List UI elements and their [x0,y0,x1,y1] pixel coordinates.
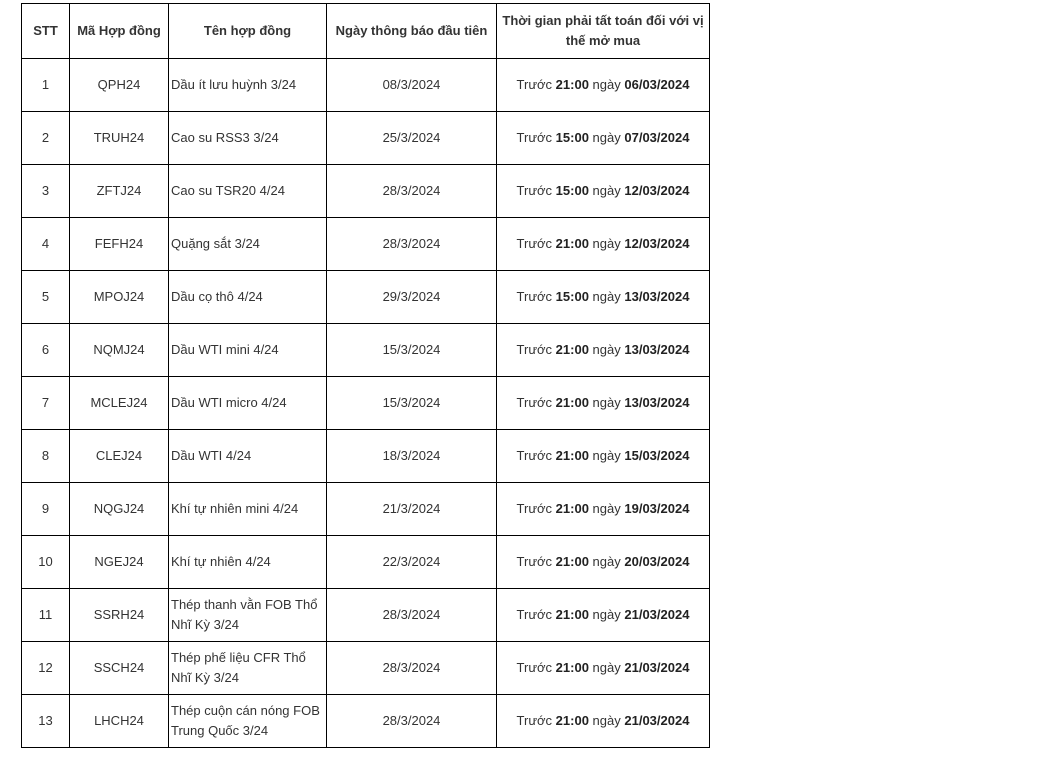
cell-contract-code: CLEJ24 [70,430,169,483]
table-row [22,695,710,748]
cell-contract-name: Quặng sắt 3/24 [169,218,327,271]
cell-contract-code: SSCH24 [70,642,169,695]
deadline-date: 13/03/2024 [624,289,690,304]
deadline-day-word: ngày [592,236,621,251]
deadline-day-word: ngày [592,77,621,92]
deadline-date: 13/03/2024 [624,395,690,410]
table-row [22,589,710,642]
table-row [22,324,710,377]
table-row [22,536,710,589]
cell-stt: 9 [22,483,70,536]
cell-contract-name: Khí tự nhiên 4/24 [169,536,327,589]
cell-first-notice-date: 08/3/2024 [327,59,497,112]
deadline-day-word: ngày [592,554,621,569]
cell-contract-name: Dầu cọ thô 4/24 [169,271,327,324]
deadline-time: 21:00 [555,77,589,92]
cell-contract-code: MPOJ24 [70,271,169,324]
header-first-notice-date: Ngày thông báo đầu tiên [327,4,497,59]
deadline-date: 06/03/2024 [624,77,690,92]
cell-settlement-deadline [497,218,710,271]
cell-contract-code: NQMJ24 [70,324,169,377]
cell-contract-code: MCLEJ24 [70,377,169,430]
deadline-day-word: ngày [592,713,621,728]
cell-settlement-deadline [497,483,710,536]
deadline-time: 21:00 [555,395,589,410]
deadline-prefix: Trước [516,289,553,304]
cell-stt: 13 [22,695,70,748]
header-settlement-deadline: Thời gian phải tất toán đối với vị thế mở mua [497,4,710,59]
cell-first-notice-date: 15/3/2024 [327,324,497,377]
cell-contract-name: Cao su TSR20 4/24 [169,165,327,218]
cell-stt: 6 [22,324,70,377]
cell-stt: 11 [22,589,70,642]
cell-contract-code: LHCH24 [70,695,169,748]
header-stt: STT [22,4,70,59]
deadline-prefix: Trước [516,130,553,145]
deadline-date: 19/03/2024 [624,501,690,516]
deadline-time: 21:00 [555,501,589,516]
deadline-time: 15:00 [555,130,589,145]
deadline-date: 12/03/2024 [624,236,690,251]
cell-stt: 3 [22,165,70,218]
cell-stt: 2 [22,112,70,165]
deadline-date: 15/03/2024 [624,448,690,463]
cell-stt: 8 [22,430,70,483]
deadline-day-word: ngày [592,501,621,516]
deadline-date: 20/03/2024 [624,554,690,569]
cell-settlement-deadline [497,377,710,430]
contracts-table [21,3,710,748]
deadline-prefix: Trước [516,236,553,251]
cell-contract-name: Dầu WTI 4/24 [169,430,327,483]
deadline-day-word: ngày [592,395,621,410]
cell-settlement-deadline [497,59,710,112]
deadline-day-word: ngày [592,448,621,463]
deadline-prefix: Trước [516,183,553,198]
cell-stt: 10 [22,536,70,589]
deadline-prefix: Trước [516,501,553,516]
deadline-prefix: Trước [516,607,553,622]
cell-first-notice-date: 28/3/2024 [327,165,497,218]
table-row [22,271,710,324]
deadline-date: 21/03/2024 [624,713,690,728]
deadline-time: 15:00 [555,289,589,304]
cell-contract-name: Thép thanh vằn FOB Thổ Nhĩ Kỳ 3/24 [169,589,327,642]
cell-settlement-deadline [497,165,710,218]
cell-contract-code: ZFTJ24 [70,165,169,218]
cell-contract-code: FEFH24 [70,218,169,271]
cell-contract-name: Dầu WTI micro 4/24 [169,377,327,430]
deadline-date: 07/03/2024 [624,130,690,145]
cell-stt: 1 [22,59,70,112]
deadline-date: 21/03/2024 [624,660,690,675]
cell-settlement-deadline [497,695,710,748]
deadline-prefix: Trước [516,77,553,92]
cell-contract-code: QPH24 [70,59,169,112]
table-row [22,377,710,430]
cell-first-notice-date: 29/3/2024 [327,271,497,324]
deadline-time: 21:00 [555,448,589,463]
cell-contract-name: Dầu WTI mini 4/24 [169,324,327,377]
deadline-time: 21:00 [555,713,589,728]
table-row [22,112,710,165]
cell-contract-name: Dầu ít lưu huỳnh 3/24 [169,59,327,112]
deadline-time: 21:00 [555,342,589,357]
deadline-time: 21:00 [555,660,589,675]
table-row [22,642,710,695]
cell-contract-name: Cao su RSS3 3/24 [169,112,327,165]
cell-first-notice-date: 28/3/2024 [327,589,497,642]
cell-settlement-deadline [497,324,710,377]
cell-contract-name: Thép phế liệu CFR Thổ Nhĩ Kỳ 3/24 [169,642,327,695]
cell-contract-name: Khí tự nhiên mini 4/24 [169,483,327,536]
deadline-prefix: Trước [516,660,553,675]
cell-contract-code: TRUH24 [70,112,169,165]
cell-first-notice-date: 15/3/2024 [327,377,497,430]
table-row [22,165,710,218]
deadline-day-word: ngày [592,183,621,198]
header-contract-code: Mã Hợp đồng [70,4,169,59]
cell-contract-code: NGEJ24 [70,536,169,589]
deadline-prefix: Trước [516,554,553,569]
cell-contract-code: NQGJ24 [70,483,169,536]
deadline-time: 21:00 [555,236,589,251]
cell-first-notice-date: 22/3/2024 [327,536,497,589]
cell-settlement-deadline [497,112,710,165]
cell-stt: 4 [22,218,70,271]
deadline-date: 13/03/2024 [624,342,690,357]
deadline-day-word: ngày [592,342,621,357]
cell-first-notice-date: 25/3/2024 [327,112,497,165]
cell-settlement-deadline [497,430,710,483]
cell-settlement-deadline [497,642,710,695]
cell-first-notice-date: 28/3/2024 [327,642,497,695]
deadline-day-word: ngày [592,607,621,622]
cell-stt: 12 [22,642,70,695]
cell-first-notice-date: 18/3/2024 [327,430,497,483]
table-row [22,218,710,271]
deadline-date: 21/03/2024 [624,607,690,622]
deadline-prefix: Trước [516,713,553,728]
cell-contract-name: Thép cuộn cán nóng FOB Trung Quốc 3/24 [169,695,327,748]
header-contract-name: Tên hợp đồng [169,4,327,59]
cell-first-notice-date: 28/3/2024 [327,218,497,271]
deadline-date: 12/03/2024 [624,183,690,198]
deadline-prefix: Trước [516,448,553,463]
cell-contract-code: SSRH24 [70,589,169,642]
table-row [22,59,710,112]
cell-settlement-deadline [497,271,710,324]
table-row [22,483,710,536]
deadline-day-word: ngày [592,289,621,304]
deadline-prefix: Trước [516,395,553,410]
cell-stt: 7 [22,377,70,430]
cell-first-notice-date: 21/3/2024 [327,483,497,536]
cell-settlement-deadline [497,536,710,589]
deadline-time: 21:00 [555,554,589,569]
deadline-prefix: Trước [516,342,553,357]
deadline-day-word: ngày [592,130,621,145]
cell-stt: 5 [22,271,70,324]
table-row [22,430,710,483]
cell-first-notice-date: 28/3/2024 [327,695,497,748]
deadline-day-word: ngày [592,660,621,675]
deadline-time: 15:00 [555,183,589,198]
header-row [22,4,710,59]
cell-settlement-deadline [497,589,710,642]
deadline-time: 21:00 [555,607,589,622]
